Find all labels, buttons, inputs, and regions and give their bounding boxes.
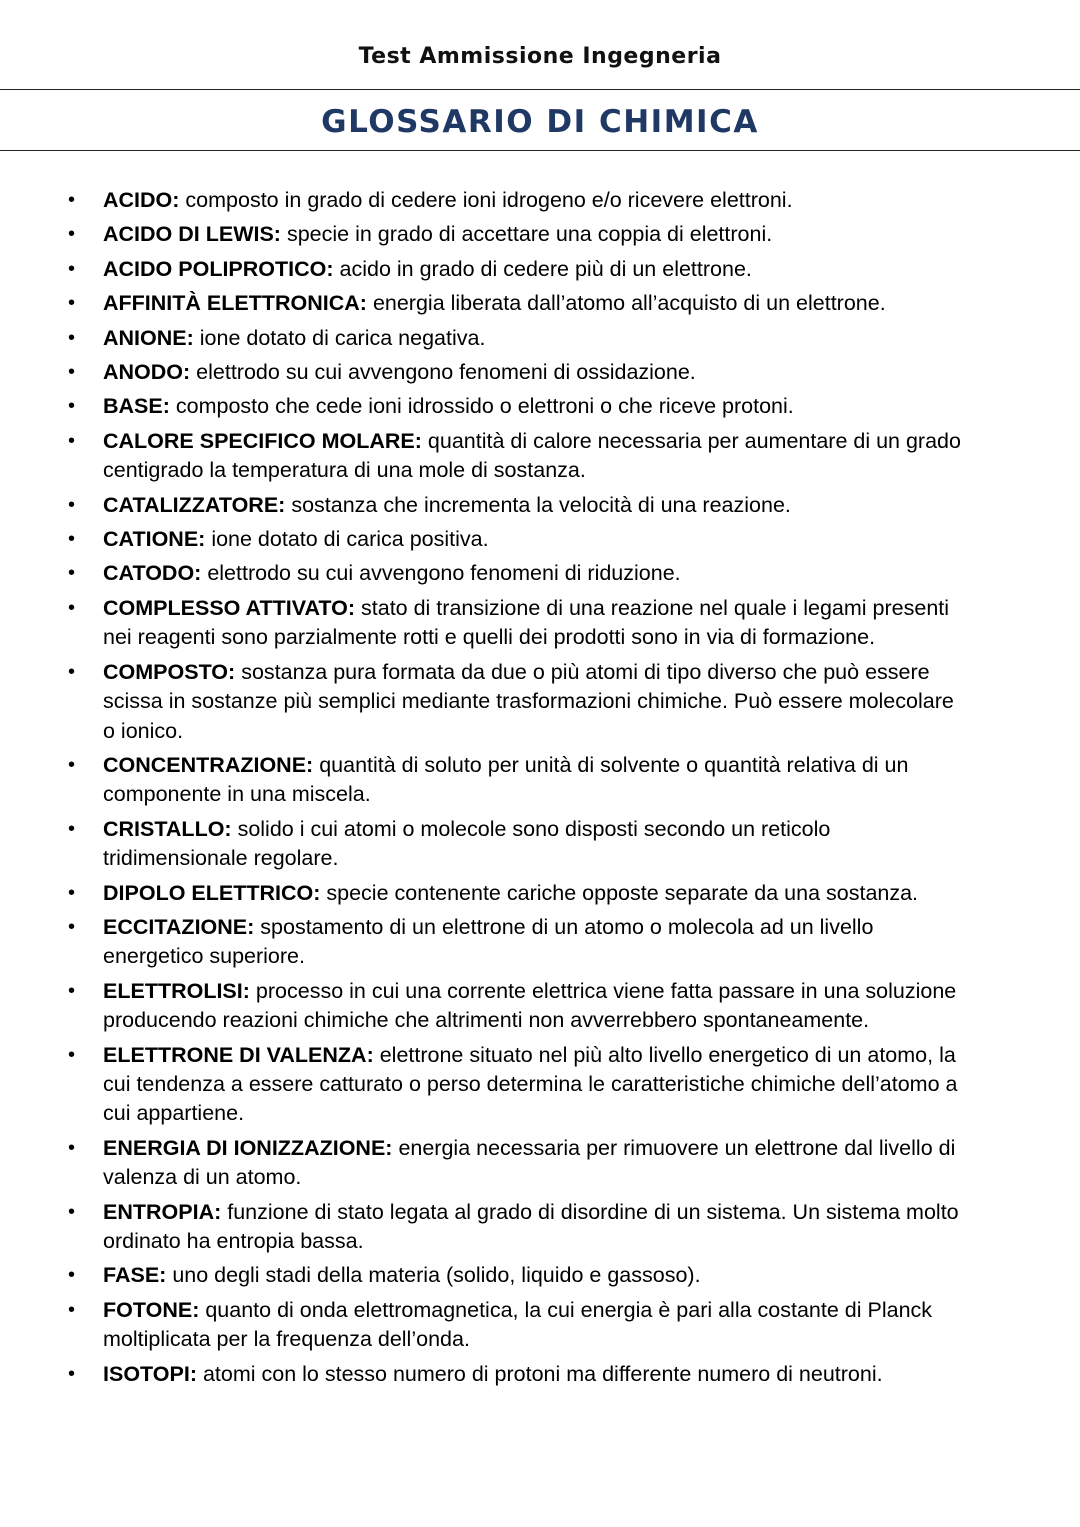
- glossary-definition: elettrone situato nel più alto livello energetico di un atomo, la cui tendenza a essere catturato o perso determina le caratteristiche chimiche dell’atomo a cui appartiene.: [103, 1042, 958, 1126]
- glossary-entry: [0, 491, 1080, 520]
- glossary-term: ISOTOPI:: [103, 1361, 197, 1386]
- glossary-term: FASE:: [103, 1263, 167, 1288]
- glossary-definition: quantità di soluto per unità di solvente o quantità relativa di un componente in una miscela.: [103, 752, 909, 807]
- glossary-definition: ione dotato di carica positiva.: [211, 527, 489, 552]
- glossary-entry: [0, 186, 1080, 215]
- glossary-entry: [0, 658, 1080, 746]
- glossary-entry: [0, 289, 1080, 318]
- glossary-definition: solido i cui atomi o molecole sono disposti secondo un reticolo tridimensionale regolare.: [103, 816, 831, 871]
- glossary-definition: elettrodo su cui avvengono fenomeni di ossidazione.: [196, 360, 696, 385]
- glossary-definition: funzione di stato legata al grado di disordine di un sistema. Un sistema molto ordinato ha entropia bassa.: [103, 1199, 959, 1253]
- glossary-definition: composto che cede ioni idrossido o elettroni o che riceve protoni.: [175, 394, 794, 419]
- bullet-icon: •: [68, 881, 76, 904]
- glossary-term: AFFINITÀ ELETTRONICA:: [103, 291, 367, 316]
- glossary-definition: quantità di calore necessaria per aumentare di un grado centigrado la temperatura di una mole di sostanza.: [103, 428, 961, 483]
- glossary-entry: [0, 1134, 1080, 1193]
- glossary-term: ELETTROLISI:: [103, 978, 250, 1003]
- glossary-definition: sostanza pura formata da due o più atomi di tipo diverso che può essere scissa in sostanze più semplici mediante trasformazioni chimiche. Può essere molecolare o ionico.: [103, 659, 954, 743]
- glossary-term: CATODO:: [103, 561, 202, 586]
- glossary-entry: [0, 525, 1080, 554]
- bullet-icon: •: [68, 660, 76, 683]
- glossary-term: CRISTALLO:: [103, 816, 232, 841]
- glossary-term: ANIONE:: [103, 325, 194, 350]
- glossary-definition: sostanza che incrementa la velocità di una reazione.: [291, 492, 791, 517]
- bullet-icon: •: [68, 429, 76, 452]
- page-title: GLOSSARIO DI CHIMICA: [321, 104, 759, 140]
- glossary-term: CATALIZZATORE:: [103, 492, 286, 517]
- bullet-icon: •: [68, 596, 76, 619]
- glossary-entry: [0, 1041, 1080, 1129]
- glossary-entry: [0, 220, 1080, 249]
- bullet-icon: •: [68, 1043, 76, 1066]
- bullet-icon: •: [68, 753, 76, 776]
- bullet-icon: •: [68, 361, 76, 384]
- bullet-icon: •: [68, 223, 76, 246]
- bullet-icon: •: [68, 257, 76, 280]
- glossary-definition: composto in grado di cedere ioni idrogeno e/o ricevere elettroni.: [185, 188, 793, 212]
- glossary-term: BASE:: [103, 394, 170, 419]
- glossary-term: CONCENTRAZIONE:: [103, 752, 314, 777]
- glossary-entry: [0, 1360, 1080, 1389]
- glossary-term: DIPOLO ELETTRICO:: [103, 880, 321, 905]
- bullet-icon: •: [68, 1136, 76, 1159]
- glossary-definition: specie contenente cariche opposte separate da una sostanza.: [326, 880, 919, 905]
- glossary-entry: [0, 392, 1080, 421]
- header-divider: [0, 89, 1080, 90]
- bullet-icon: •: [68, 292, 76, 315]
- glossary-definition: spostamento di un elettrone di un atomo o molecola ad un livello energetico superiore.: [103, 914, 874, 969]
- bullet-icon: •: [68, 1362, 76, 1385]
- glossary-term: CATIONE:: [103, 527, 206, 552]
- glossary-term: ANODO:: [103, 360, 191, 385]
- bullet-icon: •: [68, 1298, 76, 1321]
- glossary-term: ACIDO POLIPROTICO:: [103, 256, 334, 281]
- glossary-entry: [0, 324, 1080, 353]
- bullet-icon: •: [68, 1264, 76, 1287]
- glossary-definition: ione dotato di carica negativa.: [199, 325, 486, 350]
- glossary-term: COMPLESSO ATTIVATO:: [103, 595, 356, 620]
- glossary-definition: elettrodo su cui avvengono fenomeni di riduzione.: [207, 561, 681, 586]
- glossary-definition: processo in cui una corrente elettrica viene fatta passare in una soluzione producendo reazioni chimiche che altrimenti non avverrebbero spontaneamente.: [103, 978, 957, 1033]
- glossary-definition: atomi con lo stesso numero di protoni ma differente numero di neutroni.: [202, 1361, 883, 1386]
- glossary-definition: quanto di onda elettromagnetica, la cui energia è pari alla costante di Planck moltiplicata per la frequenza dell’onda.: [103, 1297, 933, 1352]
- glossary-definition: energia liberata dall’atomo all’acquisto di un elettrone.: [372, 291, 886, 316]
- bullet-icon: •: [68, 562, 76, 585]
- glossary-term: ACIDO:: [103, 188, 180, 212]
- glossary-term: ENERGIA DI IONIZZAZIONE:: [103, 1135, 393, 1160]
- glossary-entry: [0, 1261, 1080, 1290]
- glossary-definition: acido in grado di cedere più di un elettrone.: [339, 256, 752, 281]
- bullet-icon: •: [68, 1200, 76, 1223]
- bullet-icon: •: [68, 528, 76, 551]
- bullet-icon: •: [68, 189, 76, 211]
- bullet-icon: •: [68, 979, 76, 1002]
- glossary-term: ACIDO DI LEWIS:: [103, 222, 281, 247]
- glossary-term: FOTONE:: [103, 1297, 200, 1322]
- bullet-icon: •: [68, 326, 76, 349]
- bullet-icon: •: [68, 395, 76, 418]
- glossary-list: [0, 186, 1080, 1394]
- glossary-entry: [0, 977, 1080, 1036]
- page-header: Test Ammissione Ingegneria: [358, 44, 722, 69]
- bullet-icon: •: [68, 493, 76, 516]
- glossary-term: ECCITAZIONE:: [103, 914, 255, 939]
- glossary-entry: [0, 1296, 1080, 1355]
- glossary-entry: [0, 1198, 1080, 1257]
- bullet-icon: •: [68, 915, 76, 938]
- glossary-entry: [0, 358, 1080, 387]
- glossary-definition: stato di transizione di una reazione nel quale i legami presenti nei reagenti sono parzialmente rotti e quelli dei prodotti sono in via di formazione.: [103, 595, 950, 650]
- glossary-entry: [0, 815, 1080, 874]
- glossary-definition: energia necessaria per rimuovere un elettrone dal livello di valenza di un atomo.: [103, 1135, 956, 1190]
- glossary-entry: [0, 879, 1080, 908]
- glossary-entry: [0, 751, 1080, 810]
- glossary-term: ENTROPIA:: [103, 1199, 222, 1224]
- bullet-icon: •: [68, 817, 76, 840]
- glossary-term: ELETTRONE DI VALENZA:: [103, 1042, 374, 1067]
- glossary-entry: [0, 559, 1080, 588]
- glossary-definition: specie in grado di accettare una coppia di elettroni.: [286, 222, 773, 247]
- glossary-entry: [0, 913, 1080, 972]
- glossary-entry: [0, 594, 1080, 653]
- glossary-term: CALORE SPECIFICO MOLARE:: [103, 428, 422, 453]
- glossary-entry: [0, 427, 1080, 486]
- glossary-term: COMPOSTO:: [103, 659, 236, 684]
- glossary-definition: uno degli stadi della materia (solido, liquido e gassoso).: [172, 1263, 701, 1288]
- glossary-entry: [0, 255, 1080, 284]
- title-divider: [0, 150, 1080, 151]
